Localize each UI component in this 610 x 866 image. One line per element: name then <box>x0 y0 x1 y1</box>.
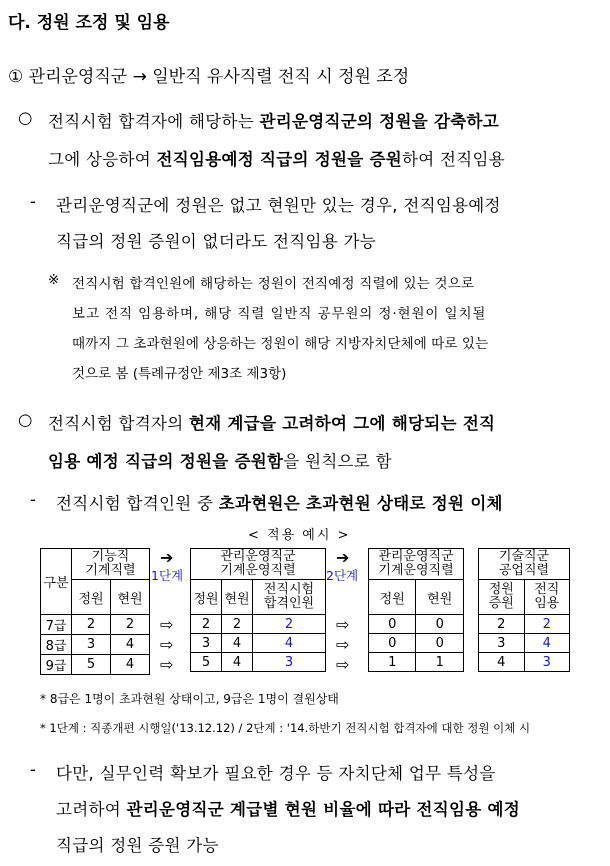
col-hyeonwon: 현원 <box>416 580 464 615</box>
gubun-header: 구분 <box>41 549 72 615</box>
dash1-line2: 직급의 정원 증원이 없더라도 전직임용 가능 <box>56 232 377 251</box>
table-row <box>369 653 464 672</box>
section-heading: 다. 정원 조정 및 임용 <box>8 13 170 33</box>
bullet2-line2: 임용 예정 직급의 정원을 증원함을 원칙으로 함 <box>48 452 392 471</box>
group3-title: 관리운영직군 기계운영직렬 <box>369 549 464 580</box>
table-group-1 <box>40 548 150 675</box>
group1-title: 기능직 기계직렬 <box>72 549 150 580</box>
value-cell: 4 <box>524 634 570 653</box>
value-cell: 0 <box>416 634 464 653</box>
value-cell: 4 <box>479 653 525 672</box>
dash-mark: - <box>30 490 37 509</box>
bullet1-line2: 그에 상응하여 전직임용예정 직급의 정원을 증원하여 전직임용 <box>48 150 505 169</box>
table-group-4 <box>478 548 570 672</box>
value-cell: 3 <box>72 635 111 655</box>
sub-heading: ① 관리운영직군 → 일반직 유사직렬 전직 시 정원 조정 <box>8 67 410 87</box>
value-cell: 3 <box>191 634 222 653</box>
table-row <box>191 615 326 634</box>
value-cell: 0 <box>369 615 416 634</box>
dash1-line1: 관리운영직군에 정원은 없고 현원만 있는 경우, 전직임용예정 <box>56 196 501 215</box>
value-cell: 2 <box>253 615 326 634</box>
col-jeongwon: 정원 <box>369 580 416 615</box>
note-line2: 보고 전직 임용하며, 해당 직렬 일반직 공무원의 정·현원이 일치될 <box>72 306 487 322</box>
table-group-2 <box>190 548 326 672</box>
value-cell: 2 <box>222 615 253 634</box>
footnote-1: * 8급은 1명이 초과현원 상태이고, 9급은 1명이 결원상태 <box>40 692 339 706</box>
col-jeongwon: 정원 <box>72 580 111 615</box>
note-mark: ※ <box>48 272 60 288</box>
value-cell: 5 <box>72 655 111 675</box>
note-line3: 때까지 그 초과현원에 상응하는 정원이 해당 지방자치단체에 따로 있는 <box>72 336 489 352</box>
table-row <box>41 655 150 675</box>
grade-cell: 7급 <box>41 615 72 635</box>
value-cell: 4 <box>222 634 253 653</box>
group4-title: 기술직군 공업직렬 <box>479 549 570 580</box>
value-cell: 0 <box>369 634 416 653</box>
bullet-mark: ○ <box>18 108 33 127</box>
value-cell: 4 <box>111 655 150 675</box>
grade-cell: 9급 <box>41 655 72 675</box>
value-cell: 0 <box>416 615 464 634</box>
dash3-line1: 다만, 실무인력 확보가 필요한 경우 등 자치단체 업무 특성을 <box>56 764 496 783</box>
col-appoint: 전직 임용 <box>524 580 570 615</box>
value-cell: 2 <box>191 615 222 634</box>
table-row <box>479 653 570 672</box>
value-cell: 2 <box>72 615 111 635</box>
value-cell: 2 <box>524 615 570 634</box>
outline-arrow-icon: ⇨ <box>336 615 350 634</box>
outline-arrow-icon: ⇨ <box>336 635 350 654</box>
group2-title: 관리운영직군 기계운영직렬 <box>191 549 326 580</box>
outline-arrow-icon: ⇨ <box>160 635 174 654</box>
value-cell: 4 <box>253 634 326 653</box>
outline-arrow-icon: ⇨ <box>160 615 174 634</box>
col-increase: 정원 증원 <box>479 580 525 615</box>
table-row <box>191 653 326 672</box>
grade-cell: 8급 <box>41 635 72 655</box>
col-hyeonwon: 현원 <box>222 580 253 615</box>
outline-arrow-icon: ⇨ <box>160 655 174 674</box>
value-cell: 2 <box>111 615 150 635</box>
table-row <box>191 634 326 653</box>
table-row <box>479 615 570 634</box>
value-cell: 1 <box>369 653 416 672</box>
note-line4: 것으로 봄 (특례규정안 제3조 제3항) <box>72 366 287 382</box>
value-cell: 2 <box>479 615 525 634</box>
note-line1: 전직시험 합격인원에 해당하는 정원이 전직예정 직렬에 있는 것으로 <box>72 276 475 292</box>
dash-mark: - <box>30 760 37 779</box>
bullet-mark: ○ <box>18 410 33 429</box>
dash3-line3: 직급의 정원 증원 가능 <box>56 836 219 855</box>
bullet2-line1: 전직시험 합격자의 현재 계급을 고려하여 그에 해당되는 전직 <box>48 414 496 433</box>
col-pass: 전직시험 합격인원 <box>253 580 326 615</box>
right-arrow-icon: ➔ <box>160 548 174 567</box>
step1-label: 1단계 <box>151 568 184 583</box>
dash-mark: - <box>30 192 37 211</box>
table-row <box>369 615 464 634</box>
value-cell: 3 <box>253 653 326 672</box>
table-row <box>41 615 150 635</box>
value-cell: 5 <box>191 653 222 672</box>
example-title: < 적용 예시 > <box>248 528 351 543</box>
table-row <box>41 635 150 655</box>
table-group-3 <box>368 548 464 672</box>
outline-arrow-icon: ⇨ <box>336 655 350 674</box>
value-cell: 3 <box>524 653 570 672</box>
table-row <box>369 634 464 653</box>
footnote-2: * 1단계 : 직종개편 시행일('13.12.12) / 2단계 : '14.하반기 전직시험 합격자에 대한 정원 이체 시 <box>40 721 531 735</box>
col-hyeonwon: 현원 <box>111 580 150 615</box>
dash3-line2: 고려하여 관리운영직군 계급별 현원 비율에 따라 전직임용 예정 <box>56 800 521 819</box>
bullet1-line1: 전직시험 합격자에 해당하는 관리운영직군의 정원을 감축하고 <box>48 112 499 131</box>
right-arrow-icon: ➔ <box>336 548 350 567</box>
value-cell: 4 <box>111 635 150 655</box>
step2-label: 2단계 <box>326 568 359 583</box>
col-jeongwon: 정원 <box>191 580 222 615</box>
table-row <box>479 634 570 653</box>
dash2-text: 전직시험 합격인원 중 초과현원은 초과현원 상태로 정원 이체 <box>56 494 503 513</box>
value-cell: 4 <box>222 653 253 672</box>
value-cell: 1 <box>416 653 464 672</box>
value-cell: 3 <box>479 634 525 653</box>
